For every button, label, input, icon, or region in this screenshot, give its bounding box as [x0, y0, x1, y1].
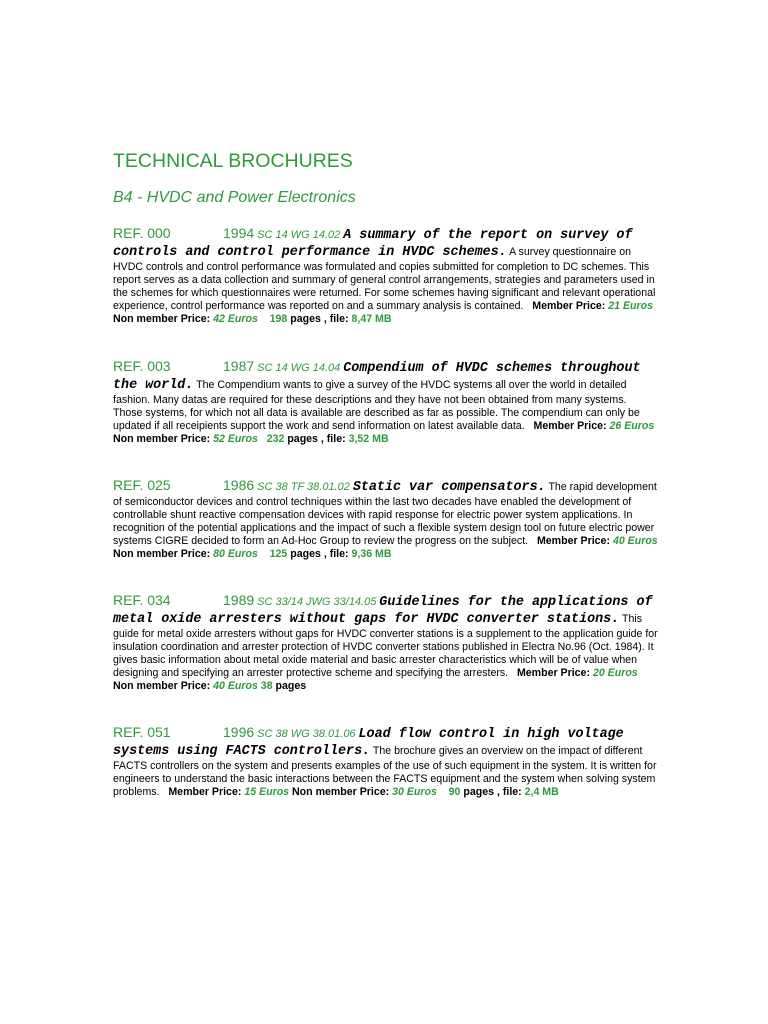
brochure-entry	[113, 360, 658, 446]
committee: SC 38 TF 38.01.02	[257, 481, 350, 493]
non-member-price-label: Non member Price:	[292, 786, 390, 798]
member-price-label: Member Price:	[536, 535, 610, 547]
member-price-label: Member Price:	[168, 786, 242, 798]
non-member-price: 52 Euros	[213, 433, 258, 445]
brochure-description: This guide for metal oxide arresters without gaps for HVDC converter stations is a supplement to the application guide for insulation coordination and arrester protection of HVDC converter stations published in Electra No.96 (Oct. 1984). It gives basic information about metal oxide material and basic arrester characteristics which will be of value when designing and specifying an arrester protective scheme and specifying the arresters.	[113, 613, 658, 679]
ref-number: REF. 034	[113, 592, 171, 608]
brochure-description: The Compendium wants to give a survey of the HVDC systems all over the world in detailed fashion. Many datas are required for these descriptions and they have not been obtained from many systems. Those systems, for which not all data is available are described as far as possible. The compendium can only be updated if all receipients support the work and send information on latest available data.	[113, 379, 640, 432]
brochure-entry	[113, 227, 658, 326]
member-price: 40 Euros	[612, 535, 658, 547]
page-count: 198	[269, 313, 288, 325]
ref-number: REF. 025	[113, 477, 171, 493]
committee: SC 33/14 JWG 33/14.05	[257, 596, 377, 608]
brochure-entry	[113, 594, 658, 693]
brochure-title: Compendium of HVDC schemes throughout the world.	[113, 361, 641, 393]
brochure-description: The rapid development of semiconductor devices and control techniques within the last two decades have enabled the development of controllable shunt reactive compensation devices with rapid response for electric power system applications. In recognition of the potential applications and the impact of such a flexible system design tool on future electric power systems CIGRE decided to form an Ad-Hoc Group to review the progress on the subject.	[113, 481, 657, 547]
member-price-label: Member Price:	[516, 667, 590, 679]
pages-label: pages	[275, 680, 307, 692]
file-size: 9,36 MB	[351, 548, 392, 560]
page-title: TECHNICAL BROCHURES	[113, 150, 353, 172]
year: 1986	[223, 477, 255, 493]
brochure-title: Guidelines for the applications of metal oxide arresters without gaps for HVDC converter stations.	[113, 595, 653, 627]
brochure-description: The brochure gives an overview on the impact of different FACTS controllers on the system and presents examples of the use of such equipment in the system. It is written for engineers to understand the basic interactions between the FACTS equipment and the system when solving system problems.	[113, 745, 657, 798]
page-count: 90	[448, 786, 461, 798]
non-member-price: 80 Euros	[213, 548, 258, 560]
page-count: 38	[260, 680, 273, 692]
non-member-price: 40 Euros	[213, 680, 258, 692]
pages-file-label: pages , file:	[290, 313, 349, 325]
document-page	[113, 148, 658, 799]
year: 1996	[223, 724, 255, 740]
non-member-price-label: Non member Price:	[113, 548, 211, 560]
member-price: 21 Euros	[608, 300, 653, 312]
ref-number: REF. 003	[113, 358, 171, 374]
non-member-price-label: Non member Price:	[113, 433, 211, 445]
brochure-description: A survey questionnaire on HVDC controls and control performance was formulated and copies submitted for completion to DC schemes. This report serves as a data collection and summary of general control arrangements, strategies and parameters used in the schemes for which questionnaires were returned. For some schemes having significant and relevant operational experience, control performance was reported on and a summary analysis is contained.	[113, 246, 656, 312]
year: 1994	[223, 225, 255, 241]
brochure-entry	[113, 479, 658, 561]
file-size: 3,52 MB	[348, 433, 389, 445]
member-price: 15 Euros	[244, 786, 290, 798]
section-title: B4 - HVDC and Power Electronics	[113, 189, 356, 206]
brochure-title: A summary of the report on survey of controls and control performance in HVDC schemes.	[113, 228, 633, 260]
ref-number: REF. 000	[113, 225, 171, 241]
pages-file-label: pages , file:	[287, 433, 346, 445]
file-size: 8,47 MB	[351, 313, 392, 325]
brochure-entry	[113, 726, 658, 799]
non-member-price: 42 Euros	[213, 313, 258, 325]
member-price-label: Member Price:	[532, 300, 606, 312]
pages-file-label: pages , file:	[463, 786, 522, 798]
year: 1987	[223, 358, 255, 374]
member-price: 26 Euros	[609, 420, 655, 432]
member-price-label: Member Price:	[533, 420, 607, 432]
non-member-price: 30 Euros	[392, 786, 437, 798]
year: 1989	[223, 592, 255, 608]
non-member-price-label: Non member Price:	[113, 680, 211, 692]
ref-number: REF. 051	[113, 724, 171, 740]
non-member-price-label: Non member Price:	[113, 313, 211, 325]
page-count: 125	[269, 548, 288, 560]
pages-file-label: pages , file:	[290, 548, 349, 560]
page-count: 232	[266, 433, 285, 445]
file-size: 2,4 MB	[524, 786, 559, 798]
committee: SC 38 WG 38.01.06	[257, 728, 356, 740]
brochure-title: Load flow control in high voltage systems using FACTS controllers.	[113, 727, 624, 759]
brochure-title: Static var compensators.	[352, 480, 546, 495]
member-price: 20 Euros	[592, 667, 638, 679]
committee: SC 14 WG 14.02	[257, 229, 341, 241]
committee: SC 14 WG 14.04	[257, 362, 341, 374]
